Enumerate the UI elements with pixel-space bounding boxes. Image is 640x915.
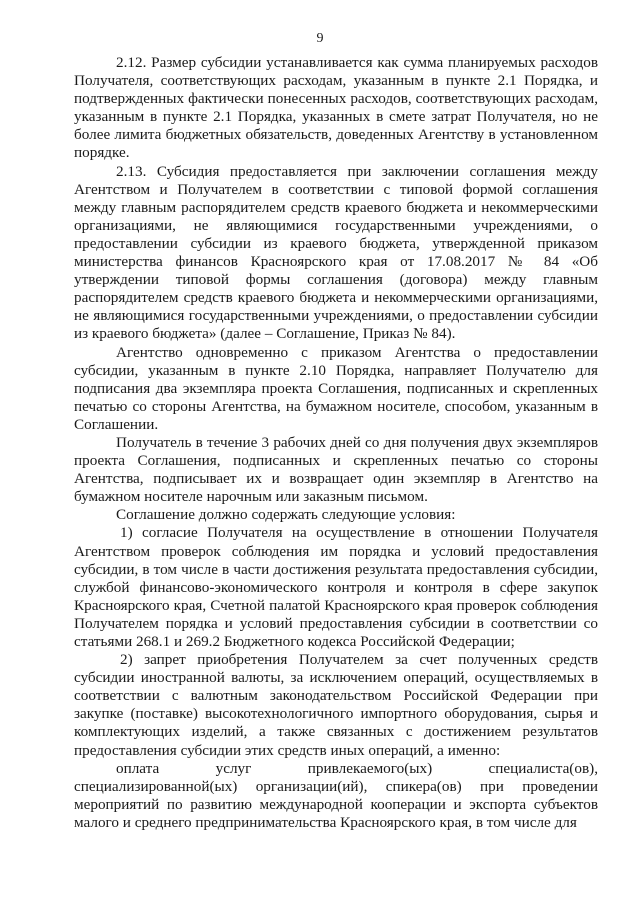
paragraph-payment-services: оплата услуг привлекаемого(ых) специалиста(ов), специализированной(ых) организации(ий), спикера(ов) при проведении мероприятий по развитию международной кооперации и экспорта субъектов малого и среднего предпринимательства Красноярского края, в том числе для [74, 759, 598, 831]
condition-item-1: 1) согласие Получателя на осуществление в отношении Получателя Агентством проверок соблюдения им порядка и условий предоставления субсидии, в том числе в части достижения результата предоставления субсидии, службой финансово-экономического контроля и контроля в сфере закупок Красноярского края, Счетной палатой Красноярского края проверок соблюдения Получателем порядка и условий предоставления субсидии в соответствии со статьями 268.1 и 269.2 Бюджетного кодекса Российской Федерации; [74, 524, 598, 650]
paragraph-2-13: 2.13. Субсидия предоставляется при заключении соглашения между Агентством и Получателем в соответствии с типовой формой соглашения между главным распорядителем средств краевого бюджета и некоммерческими организациями, не являющимися государственными учреждениями, о предоставлении субсидии из краевого бюджета, утвержденной приказом министерства финансов Красноярского края от 17.08.2017 № 84 «Об утверждении типовой формы соглашения (договора) между главным распорядителем средств краевого бюджета и некоммерческими организациями, не являющимися государственными учреждениями, о предоставлении субсидии из краевого бюджета» (далее – Соглашение, Приказ № 84). [74, 162, 598, 343]
document-body [74, 54, 598, 832]
page-number: 9 [316, 31, 324, 46]
paragraph-agency-sends-agreement: Агентство одновременно с приказом Агентства о предоставлении субсидии, указанным в пункте 2.10 Порядка, направляет Получателю для подписания два экземпляра проекта Соглашения, подписанных и скрепленных печатью со стороны Агентства, на бумажном носителе, способом, указанным в Соглашении. [74, 343, 598, 433]
paragraph-agreement-conditions: Соглашение должно содержать следующие условия: [116, 506, 456, 524]
paragraph-2-12: 2.12. Размер субсидии устанавливается как сумма планируемых расходов Получателя, соответствующих расходам, указанным в пункте 2.1 Порядка, и подтвержденных фактически понесенных расходов, соответствующих расходам, указанным в пункте 2.1 Порядка, указанных в смете затрат Получателя, но не более лимита бюджетных обязательств, доведенных Агентству в установленном порядке. [74, 54, 598, 162]
paragraph-recipient-signs: Получатель в течение 3 рабочих дней со дня получения двух экземпляров проекта Соглашения, подписанных и скрепленных печатью со стороны Агентства, подписывает их и возвращает один экземпляр в Агентство на бумажном носителе нарочным или заказным письмом. [74, 433, 598, 506]
condition-item-2: 2) запрет приобретения Получателем за счет полученных средств субсидии иностранной валюты, за исключением операций, осуществляемых в соответствии с валютным законодательством Российской Федерации при закупке (поставке) высокотехнологичного импортного оборудования, сырья и комплектующих изделий, а также связанных с достижением результатов предоставления субсидии этих средств иных операций, а именно: [74, 651, 598, 759]
